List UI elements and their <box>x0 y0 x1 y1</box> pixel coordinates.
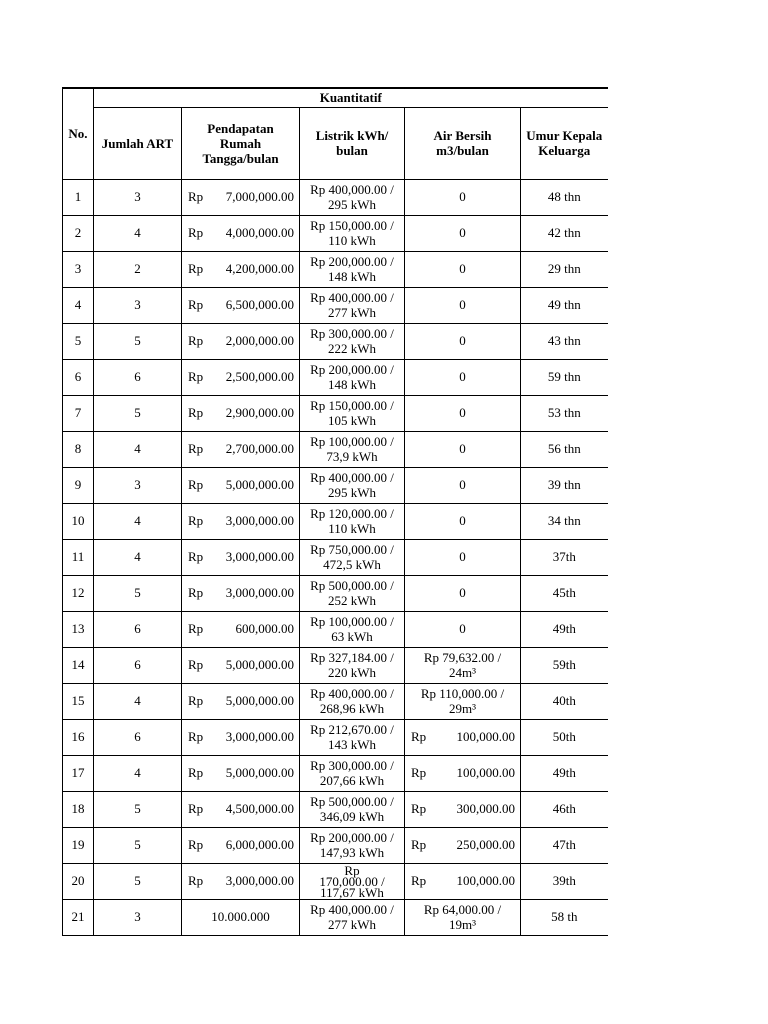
data-sheet <box>62 87 607 936</box>
listrik-line: Rp 400,000.00 / <box>310 686 394 701</box>
listrik-line: Rp 400,000.00 / <box>310 182 394 197</box>
currency-label: Rp <box>411 873 427 888</box>
cell-pendapatan <box>182 395 300 431</box>
cell-pendapatan <box>182 251 300 287</box>
cell-no: 3 <box>63 251 94 287</box>
cell-listrik <box>300 287 405 323</box>
cell-air-bersih: 0 <box>405 395 521 431</box>
listrik-line: 277 kWh <box>327 305 377 320</box>
cell-pendapatan <box>182 719 300 755</box>
listrik-line: Rp 150,000.00 / <box>310 398 394 413</box>
cell-jumlah-art: 4 <box>94 503 182 539</box>
currency-label: Rp <box>188 585 204 600</box>
listrik-line: Rp 300,000.00 / <box>310 758 394 773</box>
listrik-line: 277 kWh <box>327 917 377 932</box>
table-row <box>63 359 608 395</box>
currency-label: Rp <box>188 513 204 528</box>
cell-listrik <box>300 791 405 827</box>
cell-jumlah-art: 4 <box>94 755 182 791</box>
cell-no: 13 <box>63 611 94 647</box>
amount-value: 2,000,000.00 <box>225 333 294 348</box>
cell-umur: 53 thn <box>521 395 608 431</box>
cell-air-bersih <box>405 899 521 935</box>
amount-value: 3,000,000.00 <box>225 585 294 600</box>
cell-jumlah-art: 5 <box>94 791 182 827</box>
listrik-line: Rp 500,000.00 / <box>310 794 394 809</box>
listrik-line: 63 kWh <box>331 629 373 644</box>
currency-label: Rp <box>188 621 204 636</box>
listrik-line: Rp 400,000.00 / <box>310 290 394 305</box>
cell-umur: 47th <box>521 827 608 863</box>
cell-umur: 49th <box>521 611 608 647</box>
listrik-line: 346,09 kWh <box>319 809 385 824</box>
table-body <box>63 179 608 935</box>
cell-jumlah-art: 6 <box>94 719 182 755</box>
amount-value: 250,000.00 <box>456 837 515 852</box>
table-row <box>63 395 608 431</box>
cell-air-bersih: 0 <box>405 287 521 323</box>
cell-jumlah-art: 5 <box>94 863 182 899</box>
cell-pendapatan <box>182 359 300 395</box>
cell-no: 17 <box>63 755 94 791</box>
cell-no: 19 <box>63 827 94 863</box>
col-header-umur <box>521 107 608 179</box>
cell-jumlah-art: 6 <box>94 611 182 647</box>
cell-no: 21 <box>63 899 94 935</box>
cell-pendapatan <box>182 503 300 539</box>
currency-label: Rp <box>188 873 204 888</box>
cell-no: 11 <box>63 539 94 575</box>
cell-air-bersih <box>405 755 521 791</box>
air-line: 24m³ <box>448 665 476 680</box>
amount-value: 5,000,000.00 <box>225 765 294 780</box>
cell-umur: 37th <box>521 539 608 575</box>
col-header-air-line: m3/bulan <box>436 143 489 158</box>
currency-label: Rp <box>188 441 204 456</box>
cell-listrik <box>300 539 405 575</box>
listrik-line: Rp 100,000.00 / <box>310 434 394 449</box>
listrik-line: Rp 300,000.00 / <box>310 326 394 341</box>
amount-value: 7,000,000.00 <box>225 189 294 204</box>
amount-value: 100,000.00 <box>456 873 515 888</box>
listrik-line: Rp 200,000.00 / <box>310 362 394 377</box>
cell-jumlah-art: 4 <box>94 539 182 575</box>
cell-pendapatan <box>182 467 300 503</box>
amount-value: 5,000,000.00 <box>225 657 294 672</box>
cell-no: 10 <box>63 503 94 539</box>
cell-listrik <box>300 755 405 791</box>
listrik-line: Rp 100,000.00 / <box>310 614 394 629</box>
currency-label: Rp <box>188 801 204 816</box>
table-row <box>63 323 608 359</box>
table-row <box>63 827 608 863</box>
cell-jumlah-art: 4 <box>94 683 182 719</box>
cell-air-bersih <box>405 683 521 719</box>
amount-value: 2,500,000.00 <box>225 369 294 384</box>
cell-pendapatan <box>182 431 300 467</box>
cell-air-bersih <box>405 647 521 683</box>
listrik-line: Rp 200,000.00 / <box>310 254 394 269</box>
listrik-line: Rp 212,670.00 / <box>310 722 394 737</box>
cell-pendapatan: 10.000.000 <box>182 899 300 935</box>
cell-pendapatan <box>182 791 300 827</box>
listrik-line: 207,66 kWh <box>319 773 385 788</box>
cell-jumlah-art: 3 <box>94 287 182 323</box>
cell-umur: 58 th <box>521 899 608 935</box>
table-row <box>63 431 608 467</box>
cell-jumlah-art: 3 <box>94 467 182 503</box>
table-row <box>63 539 608 575</box>
currency-label: Rp <box>188 189 204 204</box>
listrik-line: 105 kWh <box>327 413 377 428</box>
cell-pendapatan <box>182 611 300 647</box>
cell-jumlah-art: 4 <box>94 431 182 467</box>
cell-listrik <box>300 467 405 503</box>
cell-umur: 49 thn <box>521 287 608 323</box>
listrik-line: 148 kWh <box>327 377 377 392</box>
listrik-line: 73,9 kWh <box>326 449 378 464</box>
cell-pendapatan <box>182 647 300 683</box>
cell-air-bersih <box>405 791 521 827</box>
listrik-line: Rp 150,000.00 / <box>310 218 394 233</box>
cell-umur: 42 thn <box>521 215 608 251</box>
table-row <box>63 179 608 215</box>
currency-label: Rp <box>411 837 427 852</box>
cell-jumlah-art: 5 <box>94 575 182 611</box>
cell-pendapatan <box>182 863 300 899</box>
col-header-no: No. <box>63 88 94 179</box>
currency-label: Rp <box>188 765 204 780</box>
household-table <box>62 87 608 936</box>
listrik-line: Rp 400,000.00 / <box>310 902 394 917</box>
listrik-line: 295 kWh <box>327 197 377 212</box>
table-row <box>63 647 608 683</box>
cell-pendapatan <box>182 215 300 251</box>
cell-listrik <box>300 575 405 611</box>
listrik-line: 220 kWh <box>327 665 377 680</box>
cell-umur: 56 thn <box>521 431 608 467</box>
cell-pendapatan <box>182 827 300 863</box>
col-header-air-line: Air Bersih <box>433 128 492 143</box>
amount-value: 3,000,000.00 <box>225 873 294 888</box>
table-row <box>63 503 608 539</box>
cell-air-bersih: 0 <box>405 575 521 611</box>
cell-air-bersih: 0 <box>405 503 521 539</box>
cell-jumlah-art: 2 <box>94 251 182 287</box>
col-header-air-bersih <box>405 107 521 179</box>
amount-value: 4,200,000.00 <box>225 261 294 276</box>
cell-no: 12 <box>63 575 94 611</box>
cell-umur: 34 thn <box>521 503 608 539</box>
cell-jumlah-art: 5 <box>94 323 182 359</box>
listrik-line: 472,5 kWh <box>323 557 381 572</box>
amount-value: 2,900,000.00 <box>225 405 294 420</box>
amount-value: 5,000,000.00 <box>225 693 294 708</box>
cell-no: 18 <box>63 791 94 827</box>
cell-air-bersih <box>405 719 521 755</box>
amount-value: 3,000,000.00 <box>225 729 294 744</box>
amount-value: 6,000,000.00 <box>225 837 294 852</box>
col-header-listrik <box>300 107 405 179</box>
cell-listrik <box>300 863 405 899</box>
cell-air-bersih: 0 <box>405 467 521 503</box>
currency-label: Rp <box>411 801 427 816</box>
cell-jumlah-art: 3 <box>94 179 182 215</box>
air-line: Rp 79,632.00 / <box>423 650 502 665</box>
table-row <box>63 287 608 323</box>
currency-label: Rp <box>188 837 204 852</box>
table-row <box>63 251 608 287</box>
cell-listrik <box>300 215 405 251</box>
col-header-umur-line: Keluarga <box>538 143 591 158</box>
currency-label: Rp <box>188 405 204 420</box>
listrik-line: Rp 120,000.00 / <box>310 506 394 521</box>
cell-listrik <box>300 683 405 719</box>
currency-label: Rp <box>188 729 204 744</box>
cell-pendapatan <box>182 575 300 611</box>
listrik-line: 222 kWh <box>327 341 377 356</box>
cell-pendapatan <box>182 683 300 719</box>
amount-value: 4,000,000.00 <box>225 225 294 240</box>
cell-listrik <box>300 179 405 215</box>
cell-no: 9 <box>63 467 94 503</box>
cell-air-bersih: 0 <box>405 179 521 215</box>
amount-value: 100,000.00 <box>456 729 515 744</box>
cell-air-bersih: 0 <box>405 539 521 575</box>
cell-pendapatan <box>182 287 300 323</box>
table-row <box>63 611 608 647</box>
cell-umur: 49th <box>521 755 608 791</box>
cell-umur: 43 thn <box>521 323 608 359</box>
listrik-line: 268,96 kWh <box>319 701 385 716</box>
air-line: 29m³ <box>448 701 476 716</box>
amount-value: 6,500,000.00 <box>225 297 294 312</box>
listrik-line: 148 kWh <box>327 269 377 284</box>
col-header-listrik-line: Listrik kWh/ <box>315 128 389 143</box>
amount-value: 300,000.00 <box>456 801 515 816</box>
table-row <box>63 575 608 611</box>
currency-label: Rp <box>188 333 204 348</box>
cell-listrik <box>300 359 405 395</box>
cell-listrik <box>300 611 405 647</box>
amount-value: 4,500,000.00 <box>225 801 294 816</box>
air-line: 19m³ <box>448 917 476 932</box>
col-header-jumlah-art: Jumlah ART <box>94 107 182 179</box>
cell-listrik <box>300 431 405 467</box>
table-row <box>63 683 608 719</box>
cell-listrik <box>300 503 405 539</box>
cell-listrik <box>300 323 405 359</box>
group-header-kuantitatif: Kuantitatif <box>94 88 608 107</box>
currency-label: Rp <box>188 693 204 708</box>
cell-air-bersih: 0 <box>405 431 521 467</box>
cell-pendapatan <box>182 755 300 791</box>
currency-label: Rp <box>188 225 204 240</box>
col-header-pendapatan-line: Pendapatan <box>207 120 274 136</box>
amount-value: 3,000,000.00 <box>225 513 294 528</box>
listrik-line: 143 kWh <box>327 737 377 752</box>
listrik-line: 110 kWh <box>328 233 376 248</box>
cell-umur: 50th <box>521 719 608 755</box>
table-row <box>63 755 608 791</box>
listrik-line: Rp 400,000.00 / <box>310 470 394 485</box>
cell-jumlah-art: 5 <box>94 827 182 863</box>
cell-umur: 29 thn <box>521 251 608 287</box>
col-header-pendapatan-line: Tangga/bulan <box>202 150 279 166</box>
amount-value: 100,000.00 <box>456 765 515 780</box>
cell-listrik <box>300 395 405 431</box>
air-line: Rp 110,000.00 / <box>420 686 505 701</box>
table-row <box>63 719 608 755</box>
cell-umur: 48 thn <box>521 179 608 215</box>
cell-no: 8 <box>63 431 94 467</box>
cell-no: 6 <box>63 359 94 395</box>
currency-label: Rp <box>188 477 204 492</box>
cell-listrik <box>300 827 405 863</box>
table-row <box>63 863 608 899</box>
cell-air-bersih <box>405 827 521 863</box>
amount-value: 3,000,000.00 <box>225 549 294 564</box>
cell-listrik <box>300 899 405 935</box>
cell-umur: 39th <box>521 863 608 899</box>
currency-label: Rp <box>188 369 204 384</box>
cell-pendapatan <box>182 539 300 575</box>
cell-no: 1 <box>63 179 94 215</box>
table-row <box>63 899 608 935</box>
table-row <box>63 791 608 827</box>
cell-jumlah-art: 6 <box>94 647 182 683</box>
cell-listrik <box>300 647 405 683</box>
table-row <box>63 215 608 251</box>
cell-no: 20 <box>63 863 94 899</box>
air-line: Rp 64,000.00 / <box>423 902 502 917</box>
cell-air-bersih: 0 <box>405 359 521 395</box>
cell-air-bersih: 0 <box>405 611 521 647</box>
cell-air-bersih <box>405 863 521 899</box>
cell-air-bersih: 0 <box>405 323 521 359</box>
cell-umur: 59 thn <box>521 359 608 395</box>
listrik-line: 117,67 kWh <box>320 884 384 900</box>
col-header-listrik-line: bulan <box>336 143 368 158</box>
cell-umur: 45th <box>521 575 608 611</box>
listrik-line: Rp 200,000.00 / <box>310 830 394 845</box>
cell-umur: 59th <box>521 647 608 683</box>
currency-label: Rp <box>188 549 204 564</box>
cell-air-bersih: 0 <box>405 251 521 287</box>
col-header-pendapatan-line: Rumah <box>219 135 262 151</box>
cell-no: 5 <box>63 323 94 359</box>
listrik-line: 110 kWh <box>328 521 376 536</box>
currency-label: Rp <box>188 297 204 312</box>
cell-umur: 40th <box>521 683 608 719</box>
table-row <box>63 467 608 503</box>
listrik-line: Rp 500,000.00 / <box>310 578 394 593</box>
amount-value: 2,700,000.00 <box>225 441 294 456</box>
col-header-umur-line: Umur Kepala <box>526 128 603 143</box>
currency-label: Rp <box>188 657 204 672</box>
listrik-line: Rp 327,184.00 / <box>310 650 394 665</box>
cell-no: 7 <box>63 395 94 431</box>
listrik-line: 252 kWh <box>327 593 377 608</box>
cell-jumlah-art: 6 <box>94 359 182 395</box>
listrik-line: 295 kWh <box>327 485 377 500</box>
cell-jumlah-art: 5 <box>94 395 182 431</box>
amount-value: 5,000,000.00 <box>225 477 294 492</box>
cell-no: 15 <box>63 683 94 719</box>
currency-label: Rp <box>188 261 204 276</box>
col-header-pendapatan <box>182 107 300 179</box>
listrik-line: 147,93 kWh <box>319 845 385 860</box>
cell-no: 4 <box>63 287 94 323</box>
cell-no: 2 <box>63 215 94 251</box>
currency-label: Rp <box>411 765 427 780</box>
amount-value: 600,000.00 <box>235 621 294 636</box>
cell-pendapatan <box>182 323 300 359</box>
cell-air-bersih: 0 <box>405 215 521 251</box>
cell-umur: 46th <box>521 791 608 827</box>
cell-jumlah-art: 3 <box>94 899 182 935</box>
listrik-line: Rp <box>344 862 360 878</box>
cell-pendapatan <box>182 179 300 215</box>
listrik-line: 170,000.00 / <box>319 873 385 889</box>
cell-umur: 39 thn <box>521 467 608 503</box>
currency-label: Rp <box>411 729 427 744</box>
cell-listrik <box>300 719 405 755</box>
cell-jumlah-art: 4 <box>94 215 182 251</box>
cell-listrik <box>300 251 405 287</box>
cell-no: 16 <box>63 719 94 755</box>
listrik-line: Rp 750,000.00 / <box>310 542 394 557</box>
cell-no: 14 <box>63 647 94 683</box>
